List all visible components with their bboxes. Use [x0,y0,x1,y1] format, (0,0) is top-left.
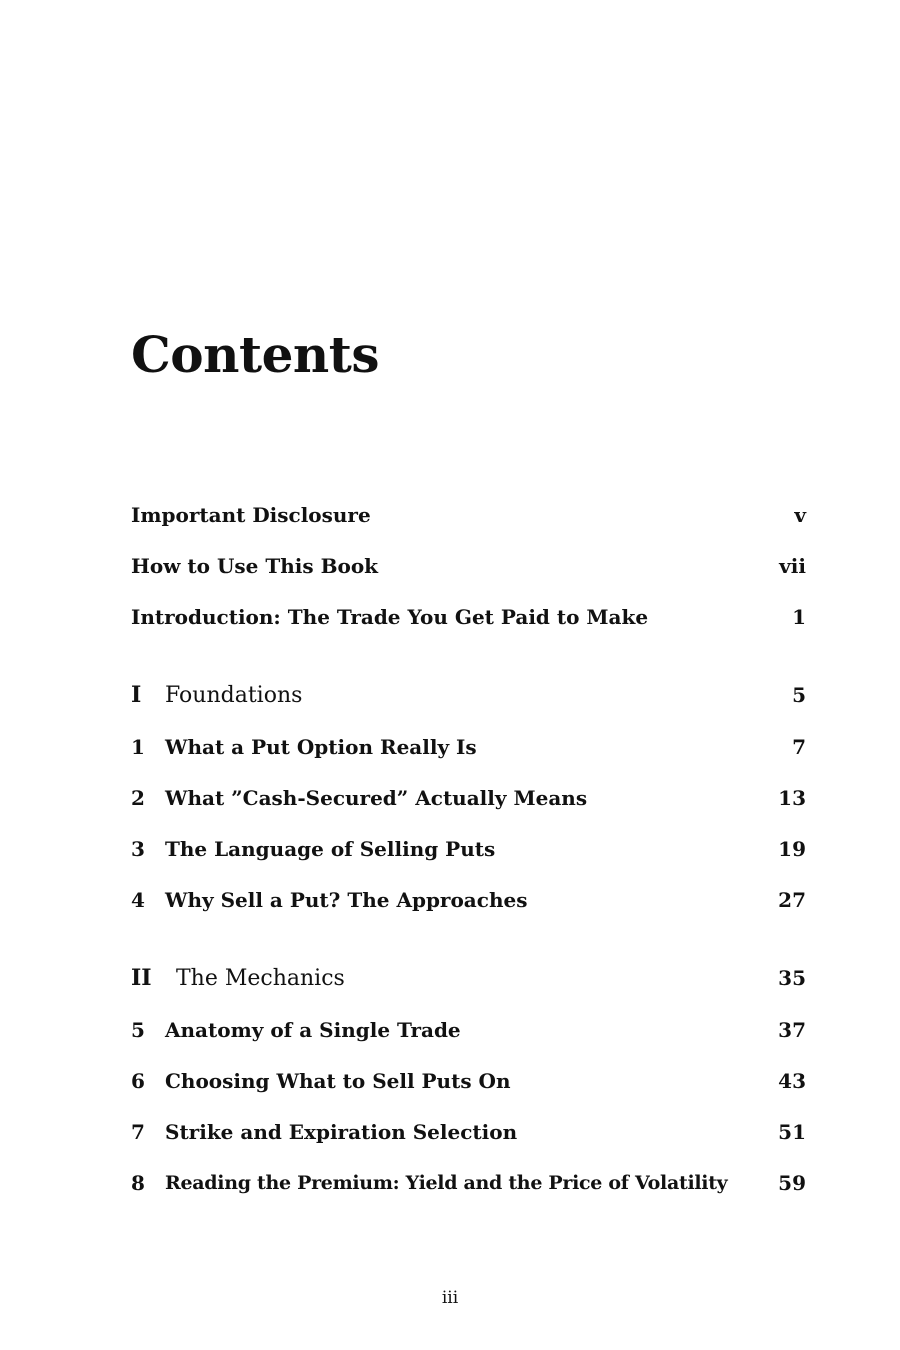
toc-chapter-7[interactable] [131,1117,806,1147]
toc-chapter-number: 1 [131,735,145,759]
toc-part-i[interactable] [131,678,806,712]
toc-chapter-label: Strike and Expiration Selection [165,1120,518,1144]
toc-part-ii[interactable] [131,961,806,995]
toc-part-number: I [131,682,142,708]
toc-chapter-number: 5 [131,1018,145,1042]
toc-part-number: II [131,965,152,991]
toc-chapter-number: 7 [131,1120,145,1144]
toc-chapter-page: 7 [792,735,806,759]
toc-chapter-number: 3 [131,837,145,861]
toc-entry-label: Important Disclosure [131,503,371,527]
toc-chapter-label: Reading the Premium: Yield and the Price of Volatility [165,1172,728,1194]
page-title: Contents [131,325,380,384]
toc-entry-how-to-use[interactable] [131,551,806,581]
toc-chapter-8[interactable] [131,1168,806,1198]
page-number: iii [441,1288,459,1308]
toc-chapter-number: 4 [131,888,145,912]
toc-chapter-label: Why Sell a Put? The Approaches [165,888,528,912]
toc-chapter-label: Anatomy of a Single Trade [165,1018,461,1042]
toc-entry-page: 1 [792,605,806,629]
toc-chapter-page: 51 [778,1120,806,1144]
toc-part-page: 35 [778,966,806,990]
toc-chapter-2[interactable] [131,783,806,813]
toc-chapter-3[interactable] [131,834,806,864]
toc-entry-page: vii [779,554,806,578]
toc-chapter-page: 13 [778,786,806,810]
toc-chapter-6[interactable] [131,1066,806,1096]
toc-chapter-page: 27 [778,888,806,912]
toc-entry-label: Introduction: The Trade You Get Paid to Make [131,605,649,629]
toc-entry-important-disclosure[interactable] [131,500,806,530]
toc-chapter-label: What a Put Option Really Is [165,735,477,759]
toc-part-label: Foundations [165,682,303,708]
toc-chapter-1[interactable] [131,732,806,762]
toc-chapter-page: 43 [778,1069,806,1093]
toc-entry-page: v [794,503,806,527]
toc-chapter-number: 2 [131,786,145,810]
toc-chapter-number: 6 [131,1069,145,1093]
toc-entry-introduction[interactable] [131,602,806,632]
toc-chapter-number: 8 [131,1171,145,1195]
toc-chapter-page: 37 [778,1018,806,1042]
toc-chapter-label: The Language of Selling Puts [165,837,496,861]
toc-chapter-label: What ”Cash-Secured” Actually Means [165,786,588,810]
toc-part-label: The Mechanics [176,965,345,991]
toc-entry-label: How to Use This Book [131,554,379,578]
toc-chapter-5[interactable] [131,1015,806,1045]
toc-chapter-label: Choosing What to Sell Puts On [165,1069,511,1093]
toc-chapter-page: 59 [778,1171,806,1195]
toc-part-page: 5 [792,683,806,707]
toc-chapter-page: 19 [778,837,806,861]
toc-chapter-4[interactable] [131,885,806,915]
